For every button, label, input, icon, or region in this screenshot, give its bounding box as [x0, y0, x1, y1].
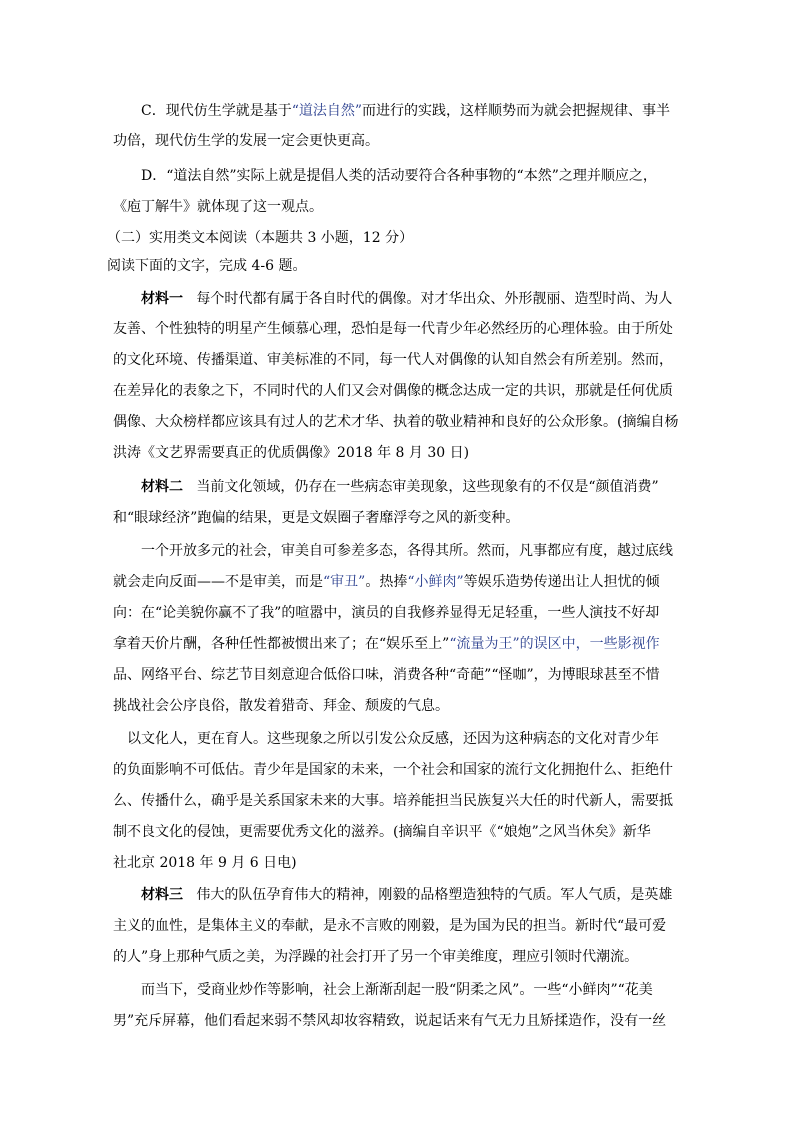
material-3-line-1 [141, 885, 672, 905]
material-2-p2-line-1: 一个开放多元的社会，审美自可参差多态，各得其所。然而，凡事都应有度，越过底线 [141, 543, 673, 559]
highlighted-phrase: “流量为王”的误区中，一些影视作 [449, 636, 660, 652]
option-c-text-cont: 而进行的实践，这样顺势而为就会把握规律、事半 [362, 103, 671, 119]
section-heading: （二）实用类文本阅读（本题共 3 小题，12 分） [107, 230, 414, 246]
highlighted-phrase: “审丑” [323, 574, 366, 590]
material-2-text: 当前文化领域，仍存在一些病态审美现象，这些现象有的不仅是“颜值消费” [196, 479, 659, 495]
material-3-text: 伟大的队伍孕育伟大的精神，刚毅的品格塑造独特的气质。军人气质，是英雄 [196, 887, 673, 903]
option-c-text: C．现代仿生学就是基于 [141, 103, 292, 119]
material-3-line-3: 的人”身上那种气质之美，为浮躁的社会打开了另一个审美维度，理应引领时代潮流。 [113, 949, 639, 965]
material-2-p3-line-2: 的负面影响不可低估。青少年是国家的未来，一个社会和国家的流行文化拥抱什么、拒绝什 [113, 762, 673, 778]
text-run: 。热捧 [365, 574, 408, 590]
material-2-line-2: 和“眼球经济”跑偏的结果，更是文娱圈子奢靡浮夸之风的新变种。 [113, 510, 520, 526]
option-c-line-1 [141, 101, 670, 121]
highlighted-phrase: “道法自然” [291, 103, 363, 119]
option-d-line-1: D．“道法自然”实际上就是提倡人类的活动要符合各种事物的“本然”之理并顺应之， [141, 168, 657, 184]
material-3-label: 材料三 [141, 887, 183, 903]
option-c-line-2: 功倍，现代仿生学的发展一定会更快更高。 [113, 133, 379, 149]
material-3-p2-line-2: 男”充斥屏幕，他们看起来弱不禁风却妆容精致，说起话来有气无力且矫揉造作，没有一丝 [113, 1013, 667, 1029]
material-1-line-6: 洪涛《文艺界需要真正的优质偶像》2018 年 8 月 30 日) [113, 445, 470, 461]
material-1-text: 每个时代都有属于各自时代的偶像。对才华出众、外形靓丽、造型时尚、为人 [196, 291, 673, 307]
material-2-p2-line-6: 挑战社会公序良俗，散发着猎奇、拜金、颓废的气息。 [113, 698, 449, 714]
material-2-line-1 [141, 477, 659, 497]
material-2-p3-line-4: 制不良文化的侵蚀，更需要优秀文化的滋养。(摘编自辛识平《“娘炮”之风当休矣》新华 [113, 824, 651, 840]
material-1-line-3: 的文化环境、传播渠道、审美标准的不同，每一代人对偶像的认知自然会有所差别。然而， [113, 352, 673, 368]
material-2-p2-line-4 [113, 634, 660, 654]
option-d-line-2: 《庖丁解牛》就体现了这一观点。 [113, 199, 323, 215]
material-3-p2-line-1: 而当下，受商业炒作等影响，社会上渐渐刮起一股“阴柔之风”。一些“小鲜肉”“花美 [141, 982, 653, 998]
material-2-p2-line-5: 品、网络平台、综艺节目刻意迎合低俗口味，消费各种“奇葩”“怪咖”，为博眼球甚至不惜 [113, 667, 660, 683]
material-1-line-1 [141, 289, 672, 309]
text-run: 拿着天价片酬，各种任性都被惯出来了；在“娱乐至上” [113, 636, 450, 652]
material-2-p3-line-1: 以文化人，更在育人。这些现象之所以引发公众反感，还因为这种病态的文化对青少年 [127, 731, 659, 747]
highlighted-phrase: “小鲜肉” [407, 574, 464, 590]
material-2-label: 材料二 [141, 479, 183, 495]
material-1-label: 材料一 [141, 291, 183, 307]
material-2-p2-line-3: 向：在“论美貌你赢不了我”的喧嚣中，演员的自我修养显得无足轻重，一些人演技不好却 [113, 605, 660, 621]
text-run: 就会走向反面——不是审美，而是 [113, 574, 323, 590]
material-1-line-5: 偶像、大众榜样都应该具有过人的艺术才华、执着的敬业精神和良好的公众形象。(摘编自杨 [113, 414, 679, 430]
text-run: 等娱乐造势传递出让人担忧的倾 [463, 574, 660, 590]
material-2-p3-line-5: 社北京 2018 年 9 月 6 日电) [113, 855, 297, 871]
material-1-line-2: 友善、个性独特的明星产生倾慕心理，恐怕是每一代青少年必然经历的心理体验。由于所处 [113, 321, 673, 337]
material-2-p3-line-3: 么、传播什么，确乎是关系国家未来的大事。培养能担当民族复兴大任的时代新人，需要抵 [113, 793, 673, 809]
material-1-line-4: 在差异化的表象之下，不同时代的人们又会对偶像的概念达成一定的共识，那就是任何优质 [113, 383, 673, 399]
material-2-p2-line-2 [113, 572, 660, 592]
material-3-line-2: 主义的血性，是集体主义的奉献，是永不言败的刚毅，是为国为民的担当。新时代“最可爱 [113, 918, 667, 934]
section-instruction: 阅读下面的文字，完成 4-6 题。 [107, 258, 307, 274]
